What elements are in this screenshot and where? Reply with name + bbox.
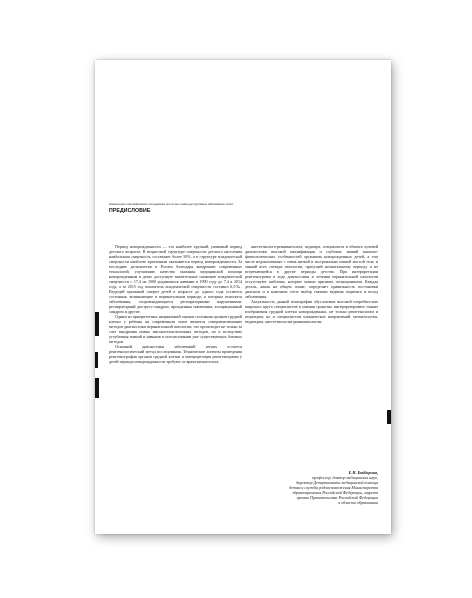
signature-role-line: в области образования — [338, 500, 378, 505]
scan-edge-mark — [95, 312, 99, 336]
signature-block — [245, 470, 378, 505]
paragraph: Актуальность данной монографии обусловлена высокой потребностью широкого круга специалистов в умении грамотно интерпретировать тонкие изображения грудной клетки новорожденных, не только рентгенологам и педиатрам, но и специалистам клинических направлений: неонатологам, педиатрам, анестезиологам-реаниматологам. — [245, 299, 378, 325]
section-title: ПРЕДИСЛОВИЕ — [109, 208, 151, 214]
scan-edge-mark — [95, 352, 98, 368]
paragraph: Период новорожденности — это наиболее хрупкий, уязвимый период детского возраста. В возрастной структуре смертности детского населения наибольшая смертность составляет более 50%, а в структуре младенческой смертности наиболее критичным оказывается период новорожденности. За последние десятилетия в России благодаря внедрению современных технологий, улучшению качества оказания медицинской помощи новорожденным в детях доступную значительное снижение младенческой смертности с 17,4 на 1000 родившихся живыми в 1990 году до 7,4 в 2014 году, а за 2015 год показатель младенческой смертности составил 6,5‰. Ведущей причиной смерти детей в возрасте до одного года остаются состояния, возникающие в перинатальном периоде, к которым относятся заболевания, сопровождающиеся респираторными нарушениями: респираторный дистресс-синдром, врожденная пневмония, аспирационный синдром и другие. — [109, 244, 242, 315]
signature-role-line: детям и службы родовспоможения Министерства — [289, 485, 378, 490]
left-column — [109, 244, 242, 364]
running-header: Компьютерно-томографическое исследование при острых гнойно-деструктивных заболеваниях легких — [109, 203, 234, 206]
paragraph: Одним из приоритетных направлений оценки состояния органов грудной клетки у ребенка на современном этапе является совершенствование методов диагностики перинатальной патологии, что происходит не только за счет внедрения новых высокотехнологичных методов, но и вследствие углубления знаний и навыков в использовании уже существующих базовых методов. — [109, 314, 242, 345]
signature-role-line: премии Правительства Российской Федерации — [296, 495, 378, 500]
signature-role-line: профессор, доктор медицинских наук, — [312, 475, 378, 480]
signature-name: Е.Н. Байбарина, — [348, 470, 378, 475]
signature-role-line: здравоохранения Российской Федерации, лауреат — [292, 490, 378, 495]
scan-edge-mark — [387, 410, 391, 424]
paragraph: Основной диагностики заболеваний легких остается рентгенологический метод исследования. Технические аспекты проведения рентгенографии органов грудной клетки и интерпретация рентгенограмм у детей периода новорожденности требуют от врача-неонатолога, — [109, 344, 242, 365]
signature-role-line: директор Департамента медицинской помощи — [295, 480, 378, 485]
right-column — [245, 244, 378, 324]
scan-edge-mark — [95, 378, 99, 398]
document-page — [95, 60, 391, 534]
paragraph: анестезиолога-реаниматолога, педиатра, специалиста и объекта лучевой диагностики высокой квалификации и глубоких знаний анатомо-физиологических особенностей организма новорожденных детей, а том числе недоношенных с очень низкой и экстремально низкой массой тела, и знаний всех спектра патологии, присущей неонатальному периоду и не встречающейся в другие периоды детства. При интерпретации рентгенограмм в ходе диагностики и лечения перинатальной патологии отсутствуют шаблоны, которые можно признать полноценными. Каждая деталь, какая на общем плане, определяет правильность постановки диагноза и в конечном счете выбор тактики ведения пациента и исход заболевания. — [245, 244, 378, 300]
